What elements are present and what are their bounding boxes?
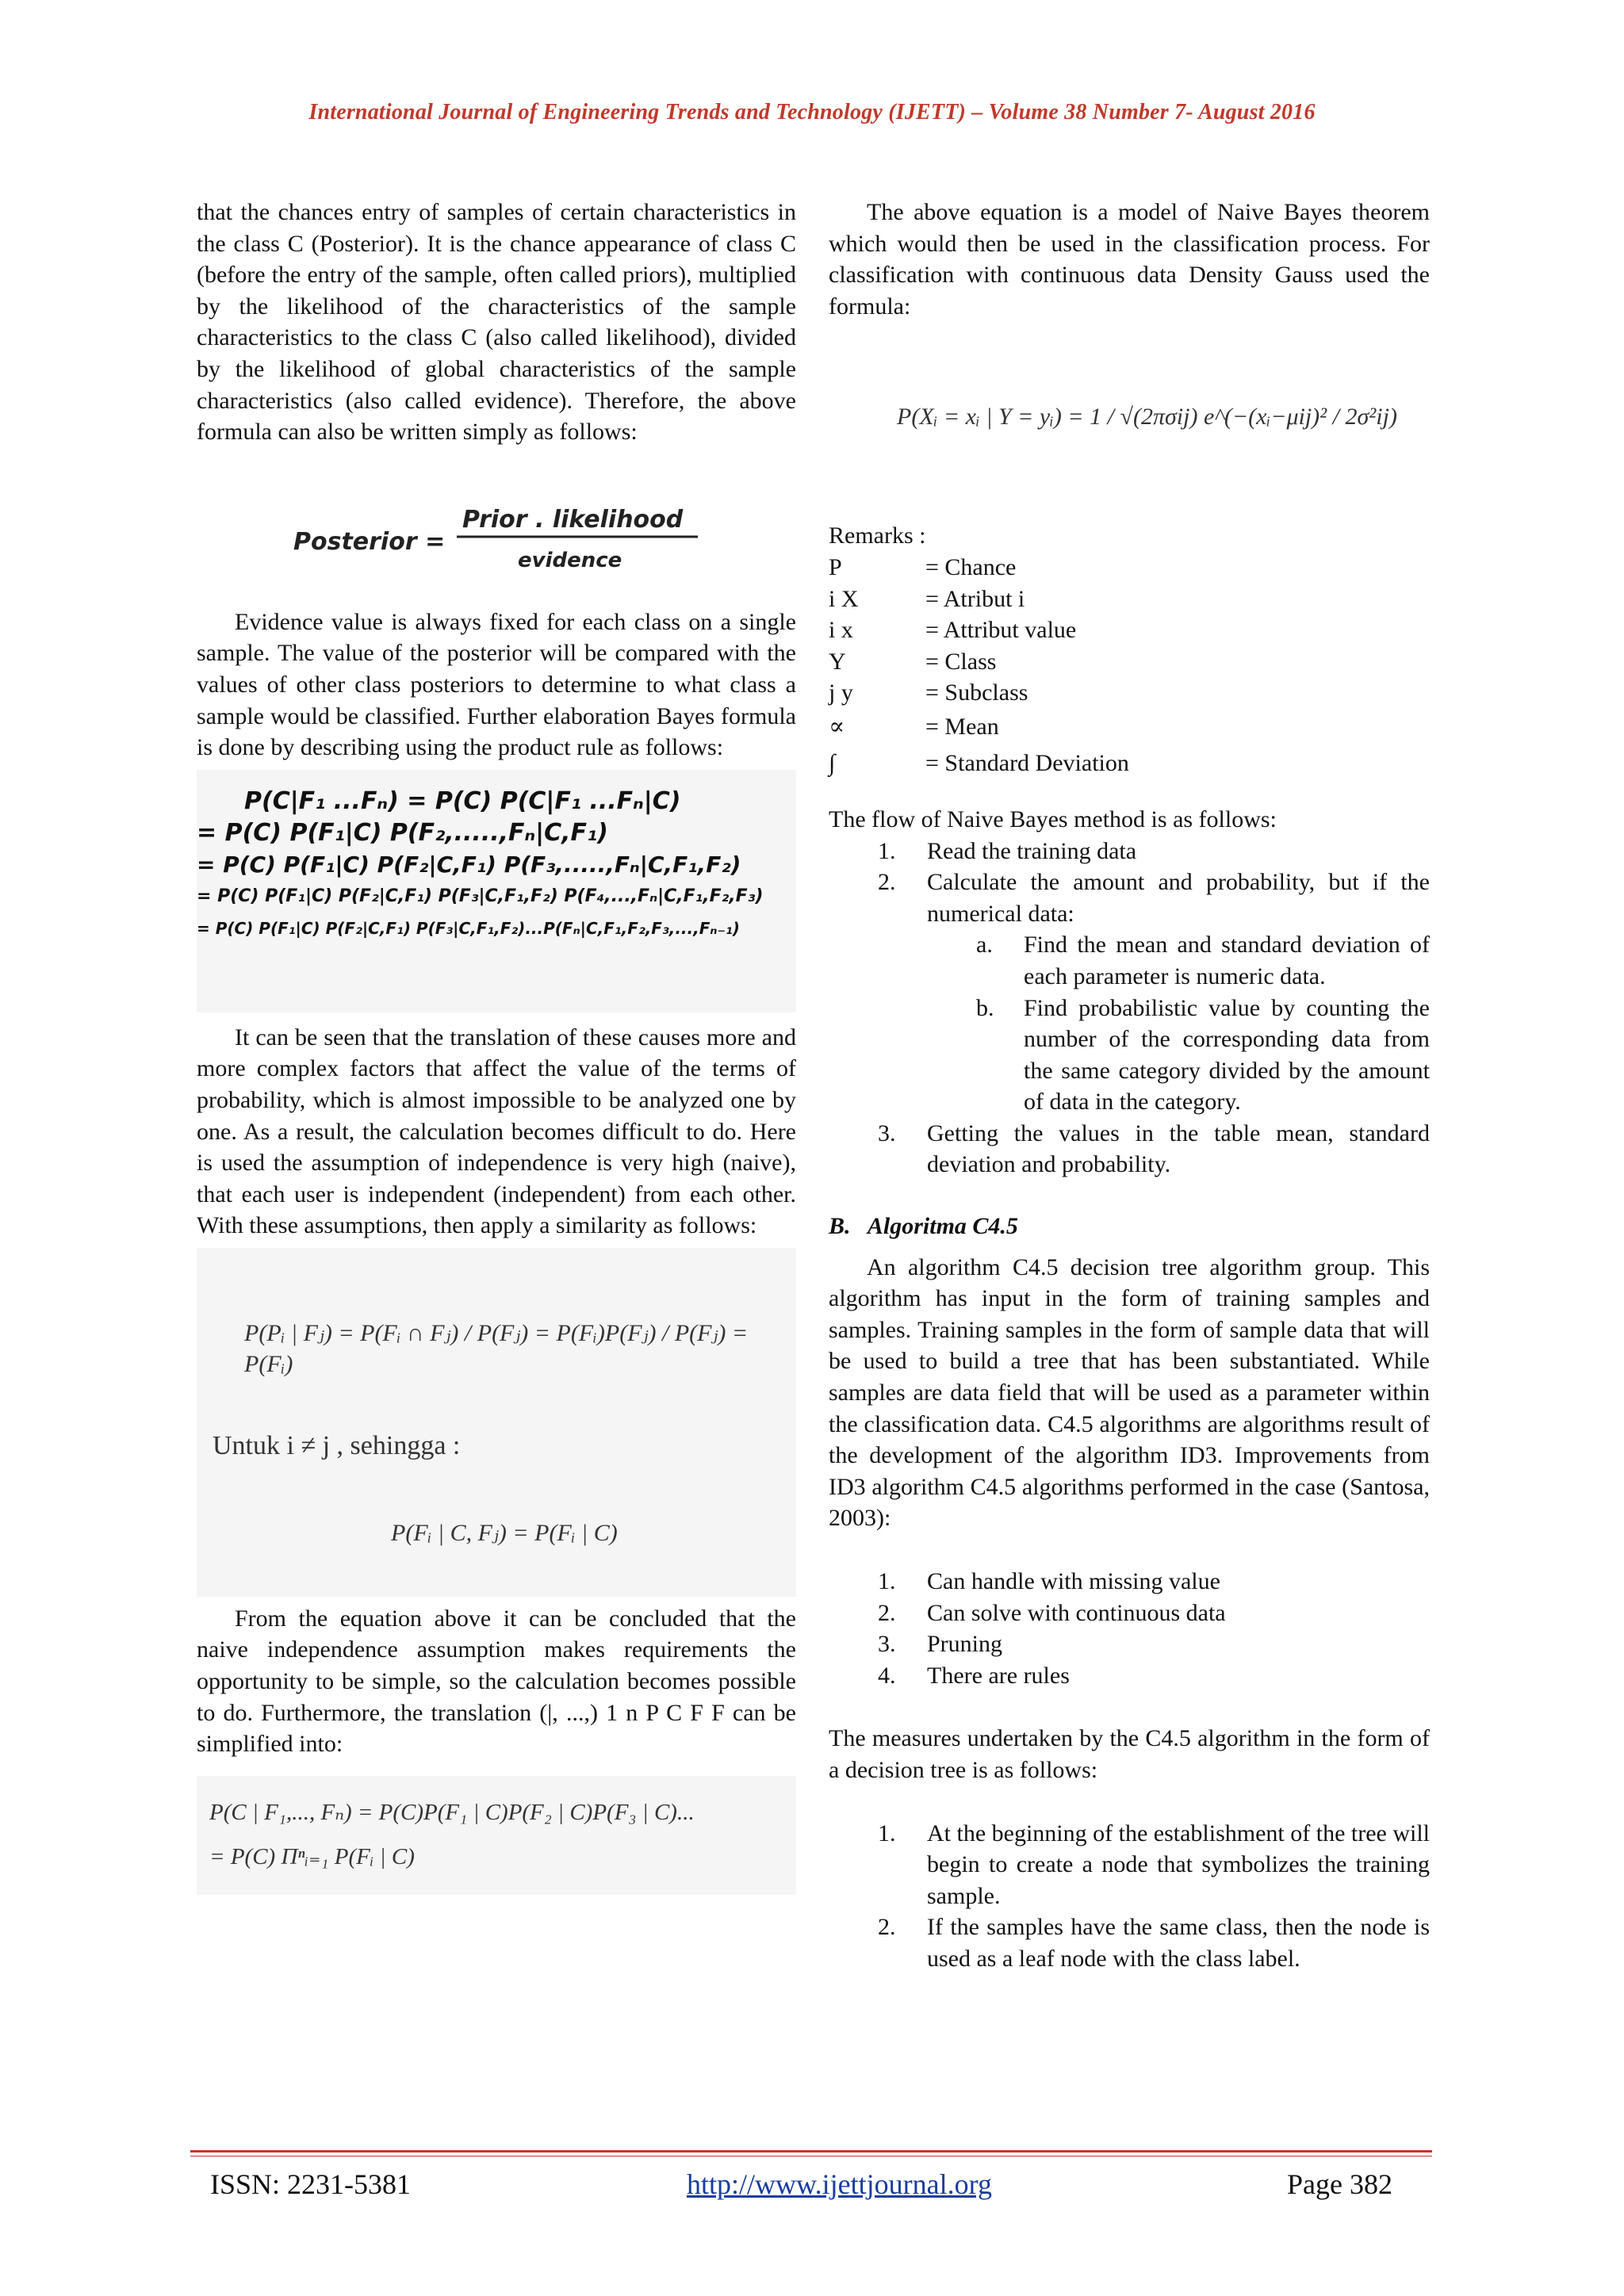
list-item <box>829 1911 1430 1974</box>
flow-list <box>829 836 1430 1181</box>
list-text: Getting the values in the table mean, standard deviation and probability. <box>927 1119 1430 1178</box>
list-text: Can solve with continuous data <box>927 1599 1226 1626</box>
list-number: 2. <box>878 1914 896 1941</box>
simplified-line-2: = P(C) Πⁿᵢ₌₁ P(Fᵢ | C) <box>209 1843 415 1869</box>
sublist-item <box>927 993 1430 1118</box>
gauss-formula: P(Xᵢ = xᵢ | Y = yᵢ) = 1 / √(2πσij) e^(−(xᵢ−μij)² / 2σ²ij) <box>897 404 1397 430</box>
remark-key: P <box>829 553 842 580</box>
remark-key: ∝ <box>829 714 845 740</box>
remark-key: j y <box>829 679 853 706</box>
section-heading: B. Algoritma C4.5 <box>829 1213 1018 1240</box>
posterior-numerator: Prior . likelihood <box>462 505 684 534</box>
list-number: 1. <box>878 1568 896 1594</box>
remarks-list <box>829 552 1430 782</box>
posterior-equation-figure <box>197 448 796 607</box>
flow-sublist <box>927 929 1430 1118</box>
similarity-equations <box>197 1248 796 1597</box>
list-number: 1. <box>878 837 896 864</box>
posterior-lhs: Posterior = <box>293 527 446 556</box>
sublist-letter: b. <box>976 994 994 1021</box>
remark-key: Y <box>829 648 846 675</box>
sublist-container <box>829 929 1430 1118</box>
list-number: 3. <box>878 1631 896 1658</box>
list-number: 2. <box>878 1599 896 1626</box>
gauss-equation <box>829 322 1430 520</box>
list-text: Can handle with missing value <box>927 1568 1220 1594</box>
simplified-equation <box>197 1776 796 1895</box>
list-item <box>829 1818 1430 1912</box>
journal-url-link[interactable]: http://www.ijettjournal.org <box>687 2168 992 2200</box>
right-paragraph-3: The measures undertaken by the C4.5 algorithm in the form of a decision tree is as follows: <box>829 1725 1430 1783</box>
product-line-3: = P(C) P(F₁|C) P(F₂|C,F₁) P(F₃,.....,Fₙ|C,F₁,F₂) <box>197 851 741 878</box>
posterior-equation <box>197 448 796 607</box>
remark-key: ∫ <box>829 750 836 777</box>
left-paragraph-2: Evidence value is always fixed for each class on a single sample. The value of the posterior will be compared with the values of other class posteriors to determine to what class a sample would be classified. Further elaboration Bayes formula is done by describing using the product rule as follows: <box>197 608 796 761</box>
right-paragraph-2: An algorithm C4.5 decision tree algorithm group. This algorithm has input in the form of training samples and samples. Training samples in the form of sample data that will be used to build a tree that has been substantiated. While samples are data field that will be used as a parameter within the classification data. C4.5 algorithms are algorithms result of the development of the algorithm ID3. Improvements from ID3 algorithm C4.5 algorithms performed in the case (Santosa, 2003): <box>829 1253 1430 1532</box>
c45-features-list <box>829 1566 1430 1691</box>
simplified-line-1: P(C | F₁,..., Fₙ) = P(C)P(F₁ | C)P(F₂ | C)P(F₃ | C)... <box>209 1799 695 1825</box>
right-column <box>829 197 1430 1975</box>
footer-page-number: Page 382 <box>1287 2168 1392 2200</box>
list-text: Calculate the amount and probability, but if the numerical data: <box>927 869 1430 927</box>
list-number: 3. <box>878 1119 896 1146</box>
remark-value: = Standard Deviation <box>925 750 1129 777</box>
sublist-item <box>927 929 1430 992</box>
product-line-5: = P(C) P(F₁|C) P(F₂|C,F₁) P(F₃|C,F₁,F₂)...P(Fₙ|C,F₁,F₂,F₃,...,Fₙ₋₁) <box>197 918 740 938</box>
list-text: There are rules <box>927 1662 1070 1689</box>
list-text: At the beginning of the establishment of the tree will begin to create a node that symbolizes the training sample. <box>927 1820 1431 1909</box>
footer-rule <box>190 2150 1432 2152</box>
left-paragraph-1: that the chances entry of samples of certain characteristics in the class C (Posterior). It is the chance appearance of class C (before the entry of the sample, often called priors), multiplied by the likelihood of the characteristics of the sample characteristics to the class C (also called likelihood), divided by the likelihood of global characteristics of the sample characteristics (also called evidence). Therefore, the above formula can also be written simply as follows: <box>197 199 796 446</box>
remark-row <box>829 584 1430 615</box>
remark-value: = Subclass <box>925 679 1028 706</box>
conditional-equation: P(Fᵢ | C, Fⱼ) = P(Fᵢ | C) <box>391 1519 618 1546</box>
sublist-text: Find probabilistic value by counting the number of the corresponding data from the same category divided by the amount of data in the category. <box>1024 994 1430 1115</box>
untuk-line: Untuk i ≠ j , sehingga : <box>213 1430 461 1460</box>
remark-row <box>829 677 1430 709</box>
list-number: 2. <box>878 869 896 896</box>
remark-value: = Class <box>925 648 997 675</box>
list-text: Pruning <box>927 1631 1003 1658</box>
remark-value: = Atribut i <box>925 585 1025 612</box>
list-item <box>829 867 1430 929</box>
remark-row <box>829 614 1430 646</box>
list-number: 1. <box>878 1820 896 1846</box>
product-line-4: = P(C) P(F₁|C) P(F₂|C,F₁) P(F₃|C,F₁,F₂) P(F₄,...,Fₙ|C,F₁,F₂,F₃) <box>197 886 764 906</box>
remark-value: = Chance <box>925 553 1017 580</box>
footer-link-wrap <box>687 2168 992 2201</box>
remark-row <box>829 552 1430 584</box>
sublist-letter: a. <box>976 932 993 959</box>
product-line-1: P(C|F₁ ...Fₙ) = P(C) P(C|F₁ ...Fₙ|C) <box>244 786 681 815</box>
list-text: If the samples have the same class, then the node is used as a leaf node with the class label. <box>927 1914 1430 1972</box>
right-paragraph-1: The above equation is a model of Naive Bayes theorem which would then be used in the classification process. For classification with continuous data Density Gauss used the formula: <box>829 199 1430 320</box>
list-item <box>829 836 1430 867</box>
flow-title: The flow of Naive Bayes method is as follows: <box>829 806 1277 832</box>
left-paragraph-3: It can be seen that the translation of these causes more and more complex factors that affect the value of the terms of probability, which is almost impossible to be analyzed one by one. As a result, the calculation becomes difficult to do. Here is used the assumption of independence is very high (naive), that each user is independent (independent) from each other. With these assumptions, then apply a similarity as follows: <box>197 1024 796 1239</box>
product-rule-equation <box>197 770 796 1012</box>
list-number: 4. <box>878 1662 896 1689</box>
list-item <box>829 1598 1430 1629</box>
sublist-text: Find the mean and standard deviation of each parameter is numeric data. <box>1024 932 1430 989</box>
remark-key: i x <box>829 617 853 644</box>
decision-tree-steps <box>829 1818 1430 1975</box>
similarity-equation: P(Pᵢ | Fⱼ) = P(Fᵢ ∩ Fⱼ) / P(Fⱼ) = P(Fᵢ)P(Fⱼ) / P(Fⱼ) = P(Fᵢ) <box>244 1319 749 1378</box>
list-text: Read the training data <box>927 837 1137 864</box>
remark-row <box>829 709 1430 745</box>
remark-value: = Attribut value <box>925 617 1077 644</box>
left-paragraph-4: From the equation above it can be concluded that the naive independence assumption makes requirements the opportunity to be simple, so the calculation becomes possible to do. Furthermore, the translation (|, ...,) 1 n P C F F can be simplified into: <box>197 1605 796 1758</box>
list-item <box>829 1118 1430 1181</box>
product-line-2: = P(C) P(F₁|C) P(F₂,.....,Fₙ|C,F₁) <box>197 818 608 847</box>
list-item <box>829 1628 1430 1660</box>
remark-key: i X <box>829 585 859 612</box>
journal-header: International Journal of Engineering Trends and Technology (IJETT) – Volume 38 Number 7- August 2016 <box>308 100 1316 124</box>
posterior-denominator: evidence <box>518 548 622 572</box>
remark-row <box>829 646 1430 678</box>
remark-value: = Mean <box>925 714 999 740</box>
remarks-title: Remarks : <box>829 522 926 549</box>
list-item <box>829 1660 1430 1692</box>
remark-row <box>829 745 1430 782</box>
footer-issn: ISSN: 2231-5381 <box>210 2168 412 2200</box>
list-item <box>829 1566 1430 1598</box>
left-column <box>197 197 796 1895</box>
